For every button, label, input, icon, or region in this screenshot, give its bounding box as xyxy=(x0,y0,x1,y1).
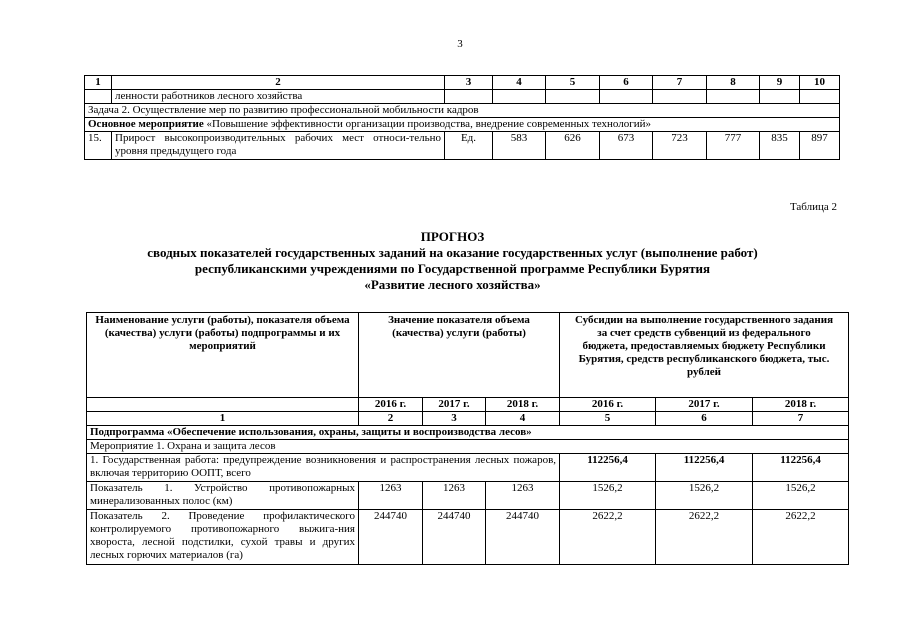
value-cell: 1263 xyxy=(423,482,486,510)
title-line: сводных показателей государственных заданий на оказание государственных услуг (выполнение работ) xyxy=(147,245,758,260)
row-text: ленности работников лесного хозяйства xyxy=(112,90,445,104)
year-cell: 2017 г. xyxy=(656,398,753,412)
page-number: 3 xyxy=(457,38,463,50)
col-number: 6 xyxy=(656,412,753,426)
value-cell: 244740 xyxy=(359,510,423,565)
table-header-row xyxy=(85,76,840,90)
subsidy-cell: 2622,2 xyxy=(753,510,849,565)
value-cell: 626 xyxy=(546,132,600,160)
table-indicators-continuation xyxy=(84,75,840,160)
main-measure-heading: Основное мероприятие «Повышение эффективности организации производства, внедрение современных технологий» xyxy=(85,118,840,132)
header-subsidies: Субсидии на выполнение государственного задания за счет средств субвенций из федерального бюджета, предоставляемых бюджету Республики Бурятия, средств республиканского бюджета, тыс. рублей xyxy=(560,313,849,398)
value-cell: 723 xyxy=(653,132,707,160)
table-row xyxy=(87,454,849,482)
value-cell: 244740 xyxy=(486,510,560,565)
value-cell: 1263 xyxy=(359,482,423,510)
col-number: 1 xyxy=(85,76,112,90)
value-cell: 777 xyxy=(707,132,760,160)
subsidy-cell: 1526,2 xyxy=(753,482,849,510)
work-text: 1. Государственная работа: предупреждение возникновения и распространения лесных пожаров, включая территорию ООПТ, всего xyxy=(87,454,560,482)
subsidy-cell: 112256,4 xyxy=(560,454,656,482)
subsidy-cell: 1526,2 xyxy=(656,482,753,510)
col-number: 4 xyxy=(493,76,546,90)
subsidy-cell: 2622,2 xyxy=(560,510,656,565)
col-number: 7 xyxy=(653,76,707,90)
document-title xyxy=(0,229,905,293)
year-cell: 2018 г. xyxy=(486,398,560,412)
col-number: 9 xyxy=(760,76,800,90)
table-row xyxy=(85,104,840,118)
row-number: 15. xyxy=(85,132,112,160)
year-cell: 2018 г. xyxy=(753,398,849,412)
table-row xyxy=(85,132,840,160)
title-line: «Развитие лесного хозяйства» xyxy=(364,277,541,292)
indicator-text: Показатель 1. Устройство противопожарных минерализованных полос (км) xyxy=(87,482,359,510)
row-text: Прирост высокопроизводительных рабочих мест относи-тельно уровня предыдущего года xyxy=(112,132,445,160)
subsidy-cell: 112256,4 xyxy=(753,454,849,482)
task-heading: Задача 2. Осуществление мер по развитию профессиональной мобильности кадров xyxy=(85,104,840,118)
table-label: Таблица 2 xyxy=(789,201,837,213)
subprogram-heading: Подпрограмма «Обеспечение использования, охраны, защиты и воспроизводства лесов» xyxy=(87,426,849,440)
col-number: 5 xyxy=(560,412,656,426)
col-number: 3 xyxy=(423,412,486,426)
indicator-text: Показатель 2. Проведение профилактического контролируемого противопожарного выжига-ния хвороста, лесной подстилки, сухой травы и других лесных горючих материалов (га) xyxy=(87,510,359,565)
year-cell: 2017 г. xyxy=(423,398,486,412)
table-row xyxy=(87,440,849,454)
title-line: ПРОГНОЗ xyxy=(420,229,485,244)
col-number: 8 xyxy=(707,76,760,90)
title-line: республиканскими учреждениями по Государственной программе Республики Бурятия xyxy=(194,261,711,276)
table-row xyxy=(85,90,840,104)
col-number: 6 xyxy=(600,76,653,90)
table-row xyxy=(85,118,840,132)
value-cell: 1263 xyxy=(486,482,560,510)
value-cell: 244740 xyxy=(423,510,486,565)
year-cell: 2016 г. xyxy=(560,398,656,412)
value-cell: 583 xyxy=(493,132,546,160)
value-cell: 835 xyxy=(760,132,800,160)
col-number: 5 xyxy=(546,76,600,90)
table-row xyxy=(87,482,849,510)
subsidy-cell: 2622,2 xyxy=(656,510,753,565)
col-number: 10 xyxy=(800,76,840,90)
col-number: 3 xyxy=(445,76,493,90)
value-cell: 897 xyxy=(800,132,840,160)
table-header-row xyxy=(87,313,849,398)
col-number: 7 xyxy=(753,412,849,426)
table-row xyxy=(87,426,849,440)
col-number: 2 xyxy=(359,412,423,426)
subsidy-cell: 112256,4 xyxy=(656,454,753,482)
measure-heading: Мероприятие 1. Охрана и защита лесов xyxy=(87,440,849,454)
col-number: 4 xyxy=(486,412,560,426)
table-years-row xyxy=(87,398,849,412)
table-forecast xyxy=(86,312,849,565)
header-service-name: Наименование услуги (работы), показателя объема (качества) услуги (работы) подпрограммы и их мероприятий xyxy=(87,313,359,398)
table-row xyxy=(87,510,849,565)
col-number: 2 xyxy=(112,76,445,90)
unit-cell: Ед. xyxy=(445,132,493,160)
header-indicator-value: Значение показателя объема (качества) услуги (работы) xyxy=(359,313,560,398)
year-cell: 2016 г. xyxy=(359,398,423,412)
table-colnum-row xyxy=(87,412,849,426)
col-number: 1 xyxy=(87,412,359,426)
value-cell: 673 xyxy=(600,132,653,160)
subsidy-cell: 1526,2 xyxy=(560,482,656,510)
